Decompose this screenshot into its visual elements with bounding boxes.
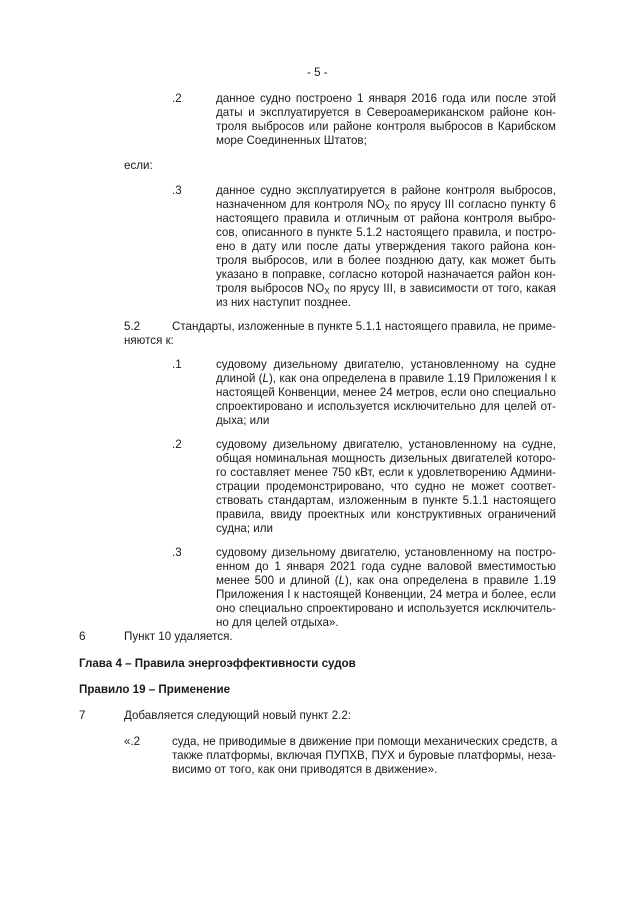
paragraph-text: Пункт 10 удаляется. [124, 630, 233, 643]
condition-label: если: [124, 159, 153, 172]
page-number: - 5 - [307, 66, 328, 79]
item-number: «.2 [124, 735, 141, 748]
item-number: .2 [172, 92, 182, 105]
item-number: .2 [172, 438, 182, 451]
paragraph-text: Добавляется следующий новый пункт 2.2: [124, 709, 352, 722]
paragraph-number: 6 [79, 630, 86, 643]
item-number: .1 [172, 358, 182, 371]
paragraph-number: 5.2 [124, 320, 141, 333]
paragraph-text-cont: няются к: [124, 334, 174, 347]
item-number: .3 [172, 184, 182, 197]
paragraph-text: Стандарты, изложенные в пункте 5.1.1 настоящего правила, не приме- [172, 320, 556, 333]
rule-heading: Правило 19 – Применение [79, 683, 231, 696]
item-number: .3 [172, 546, 182, 559]
chapter-heading: Глава 4 – Правила энергоэффективности судов [79, 657, 356, 670]
paragraph-number: 7 [79, 709, 86, 722]
